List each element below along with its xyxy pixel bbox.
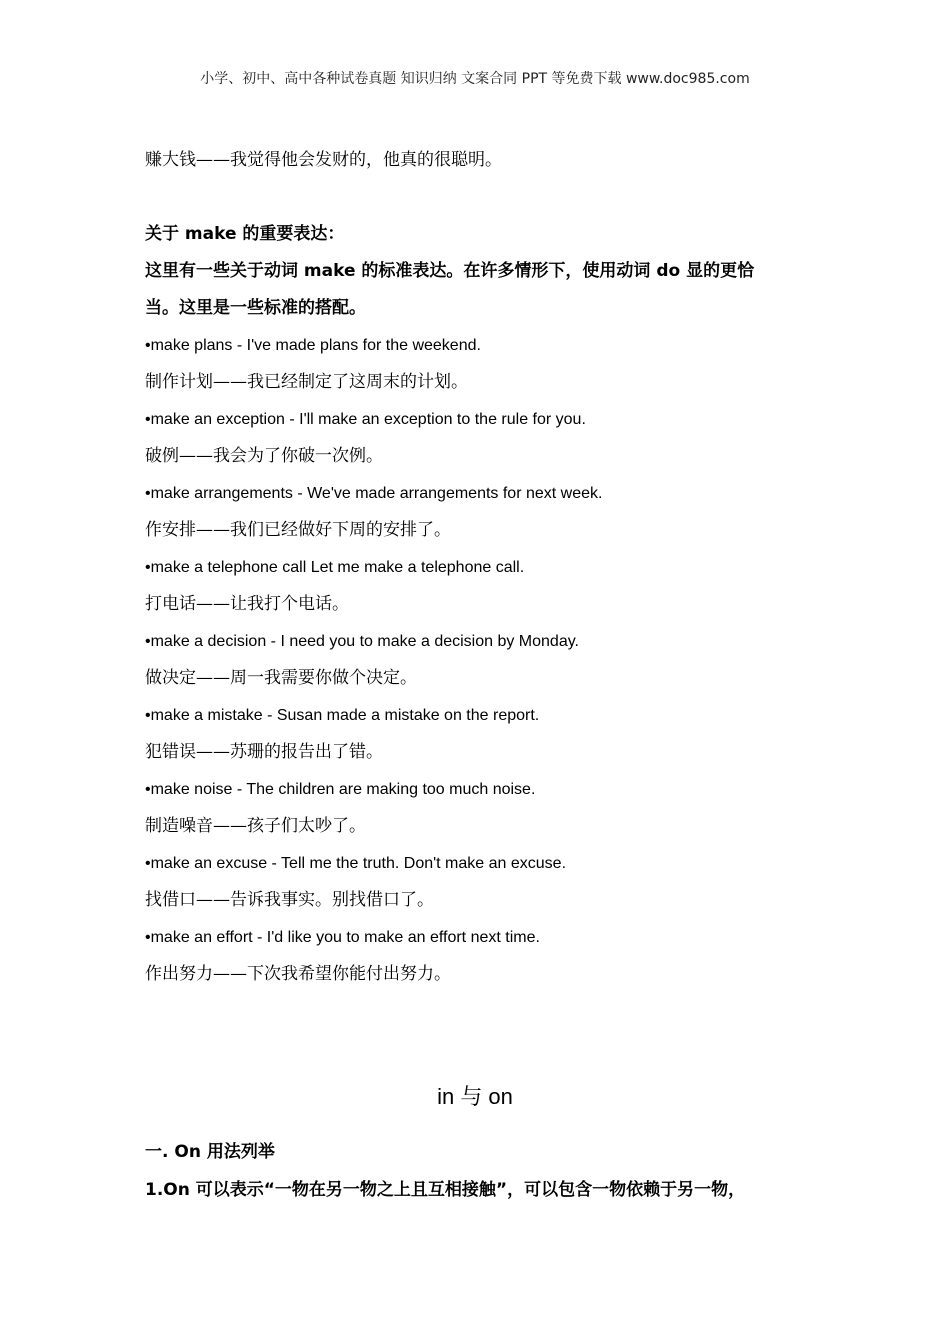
make-item-en: •make noise - The children are making too much noise. [145, 781, 536, 798]
make-item-en: •make an effort - I'd like you to make an effort next time. [145, 929, 540, 946]
make-item-zh: 找借口——告诉我事实。别找借口了。 [145, 890, 434, 910]
make-item-zh: 破例——我会为了你破一次例。 [145, 446, 383, 466]
section-title: in 与 on [437, 1084, 513, 1109]
make-heading: 关于 make 的重要表达： [145, 224, 345, 244]
make-desc-line-2: 当。这里是一些标准的搭配。 [145, 298, 366, 318]
on-usage-heading: 一. On 用法列举 [145, 1142, 275, 1162]
make-item-zh: 犯错误——苏珊的报告出了错。 [145, 742, 383, 762]
main-content [145, 142, 825, 993]
make-item-en: •make arrangements - We've made arrangements for next week. [145, 485, 603, 502]
make-item-en: •make a telephone call Let me make a telephone call. [145, 559, 525, 576]
make-item-zh: 制作计划——我已经制定了这周末的计划。 [145, 372, 468, 392]
make-item-en: •make plans - I've made plans for the weekend. [145, 337, 481, 354]
spacer [145, 179, 825, 216]
make-desc-line-1: 这里有一些关于动词 make 的标准表达。在许多情形下，使用动词 do 显的更恰 [145, 261, 755, 281]
make-item-zh: 做决定——周一我需要你做个决定。 [145, 668, 417, 688]
make-item-zh: 作安排——我们已经做好下周的安排了。 [145, 520, 451, 540]
make-item-en: •make an exception - I'll make an exception to the rule for you. [145, 411, 586, 428]
make-item-zh: 打电话——让我打个电话。 [145, 594, 349, 614]
on-usage-point-1: 1.On 可以表示“一物在另一物之上且互相接触”，可以包含一物依赖于另一物， [145, 1180, 746, 1200]
make-item-en: •make an excuse - Tell me the truth. Don't make an excuse. [145, 855, 567, 872]
make-item-zh: 制造噪音——孩子们太吵了。 [145, 816, 366, 836]
make-item-zh: 作出努力——下次我希望你能付出努力。 [145, 964, 451, 984]
intro-line: 赚大钱——我觉得他会发财的，他真的很聪明。 [145, 150, 502, 170]
page-header: 小学、初中、高中各种试卷真题 知识归纳 文案合同 PPT 等免费下载 www.doc985.com [200, 71, 750, 87]
make-item-en: •make a mistake - Susan made a mistake on the report. [145, 707, 540, 724]
in-on-section [145, 1133, 845, 1209]
make-item-en: •make a decision - I need you to make a decision by Monday. [145, 633, 579, 650]
